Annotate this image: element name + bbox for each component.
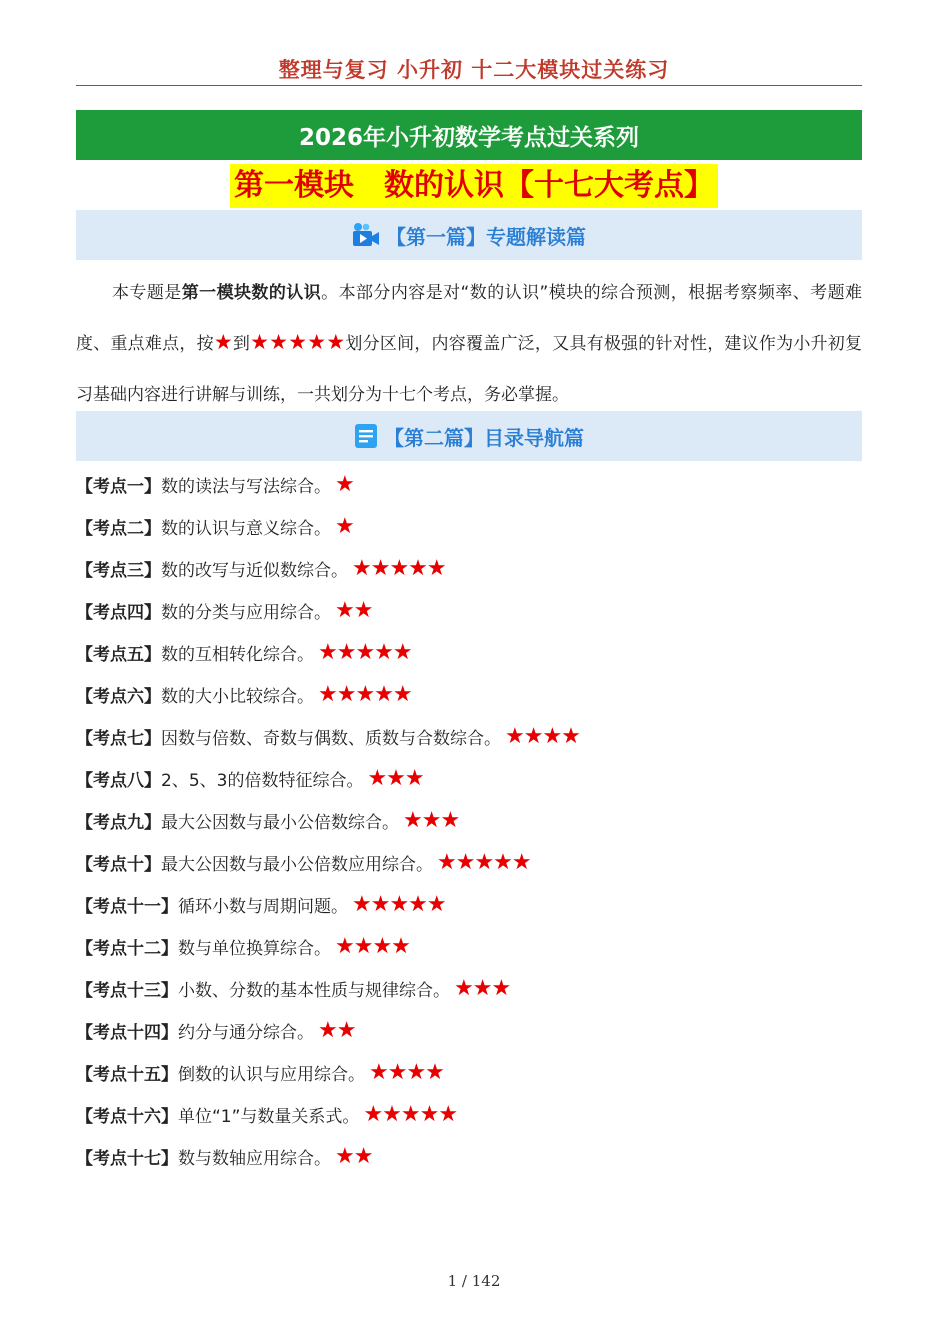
star-rating-icon: ★★: [318, 1017, 356, 1043]
topic-label: 【考点十三】: [76, 980, 178, 1001]
page-number: 1 / 142: [447, 1272, 501, 1290]
topic-text: 循环小数与周期问题。: [178, 896, 348, 917]
list-item: [76, 1051, 862, 1093]
list-item: [76, 757, 862, 799]
section-header-interpretation: [76, 210, 862, 260]
module-title: 第一模块 数的认识【十七大考点】: [230, 164, 718, 208]
topic-label: 【考点一】: [76, 476, 161, 497]
list-item: [76, 1009, 862, 1051]
list-item: [76, 631, 862, 673]
list-item: [76, 1135, 862, 1177]
topic-text: 数的认识与意义综合。: [161, 518, 331, 539]
topic-label: 【考点十五】: [76, 1064, 178, 1085]
topic-text: 最大公因数与最小公倍数应用综合。: [161, 854, 433, 875]
topic-label: 【考点九】: [76, 812, 161, 833]
star-rating-icon: ★★★★: [369, 1059, 444, 1085]
topic-label: 【考点三】: [76, 560, 161, 581]
star-rating-icon: ★★★★: [505, 723, 580, 749]
topic-label: 【考点十】: [76, 854, 161, 875]
topic-label: 【考点四】: [76, 602, 161, 623]
topic-label: 【考点七】: [76, 728, 161, 749]
star-rating-icon: ★★★★★: [363, 1101, 458, 1127]
topic-text: 因数与倍数、奇数与偶数、质数与合数综合。: [161, 728, 501, 749]
star-rating-icon: ★: [335, 513, 354, 539]
topic-text: 数的大小比较综合。: [161, 686, 314, 707]
topic-text: 单位“1”与数量关系式。: [178, 1106, 360, 1127]
topic-text: 数的互相转化综合。: [161, 644, 314, 665]
star-rating-icon: ★★★★★: [318, 681, 412, 707]
topic-label: 【考点二】: [76, 518, 161, 539]
list-item: [76, 547, 862, 589]
list-item: [76, 589, 862, 631]
list-item: [76, 505, 862, 547]
intro-bold-module: 第一模块数的认识: [181, 283, 322, 303]
star-rating-icon: ★★: [335, 1143, 373, 1169]
star-rating-icon: ★★★★★: [352, 891, 446, 917]
intro-text-4: 划分区间，内容覆盖广泛，又具有极强的针对性，建议作为小升初复习基础内容进行讲解与训练，一共划分为十七个考点，务必掌握。: [76, 334, 863, 405]
list-item: [76, 799, 862, 841]
topic-label: 【考点十七】: [76, 1148, 178, 1169]
section2-title: 【第二篇】目录导航篇: [384, 425, 584, 450]
topic-label: 【考点十四】: [76, 1022, 178, 1043]
list-item: [76, 673, 862, 715]
topic-text: 数与数轴应用综合。: [178, 1148, 331, 1169]
list-item: [76, 715, 862, 757]
topic-text: 倒数的认识与应用综合。: [178, 1064, 365, 1085]
star-rating-icon: ★★★★: [335, 933, 410, 959]
list-item: [76, 883, 862, 925]
intro-text-1: 本专题是: [112, 283, 182, 303]
list-item: [76, 463, 862, 505]
document-icon: [354, 423, 378, 449]
intro-text-2: 。本部分内容是对“数的认识”模块的综合预测，根据考察频率、考题难度、重点难点，按: [76, 283, 863, 354]
star-rating-icon: ★★: [335, 597, 373, 623]
topic-label: 【考点六】: [76, 686, 161, 707]
star-rating-icon: ★★★: [367, 765, 424, 791]
star-rating-icon: ★★★: [403, 807, 460, 833]
topic-text: 小数、分数的基本性质与规律综合。: [178, 980, 450, 1001]
topic-text: 约分与通分综合。: [178, 1022, 314, 1043]
list-item: [76, 1093, 862, 1135]
topic-text: 数的读法与写法综合。: [161, 476, 331, 497]
topic-label: 【考点十二】: [76, 938, 178, 959]
topic-label: 【考点八】: [76, 770, 161, 791]
star-icon: ★: [213, 330, 233, 354]
list-item: [76, 925, 862, 967]
topic-list: [76, 463, 862, 1177]
topic-label: 【考点十六】: [76, 1106, 178, 1127]
five-star-icon: ★★★★★: [250, 330, 346, 354]
topic-text: 数与单位换算综合。: [178, 938, 331, 959]
series-title: 2026年小升初数学考点过关系列: [298, 124, 639, 151]
section-header-navigation: [76, 411, 862, 461]
series-banner: [76, 110, 862, 160]
intro-paragraph: [76, 268, 862, 421]
star-rating-icon: ★★★★★: [437, 849, 531, 875]
section1-title: 【第一篇】专题解读篇: [386, 224, 586, 249]
topic-text: 2、5、3的倍数特征综合。: [161, 770, 364, 791]
topic-text: 数的分类与应用综合。: [161, 602, 331, 623]
star-rating-icon: ★: [335, 471, 354, 497]
topic-text: 数的改写与近似数综合。: [161, 560, 348, 581]
module-title-wrap: [0, 164, 948, 208]
topic-label: 【考点五】: [76, 644, 161, 665]
topic-label: 【考点十一】: [76, 896, 178, 917]
video-icon: [352, 222, 380, 248]
star-rating-icon: ★★★★★: [318, 639, 412, 665]
star-rating-icon: ★★★: [454, 975, 511, 1001]
header-divider: [76, 85, 862, 86]
star-rating-icon: ★★★★★: [352, 555, 446, 581]
list-item: [76, 967, 862, 1009]
intro-text-3: 到: [232, 334, 251, 354]
list-item: [76, 841, 862, 883]
topic-text: 最大公因数与最小公倍数综合。: [161, 812, 399, 833]
header-title: 整理与复习 小升初 十二大模块过关练习: [278, 57, 670, 82]
